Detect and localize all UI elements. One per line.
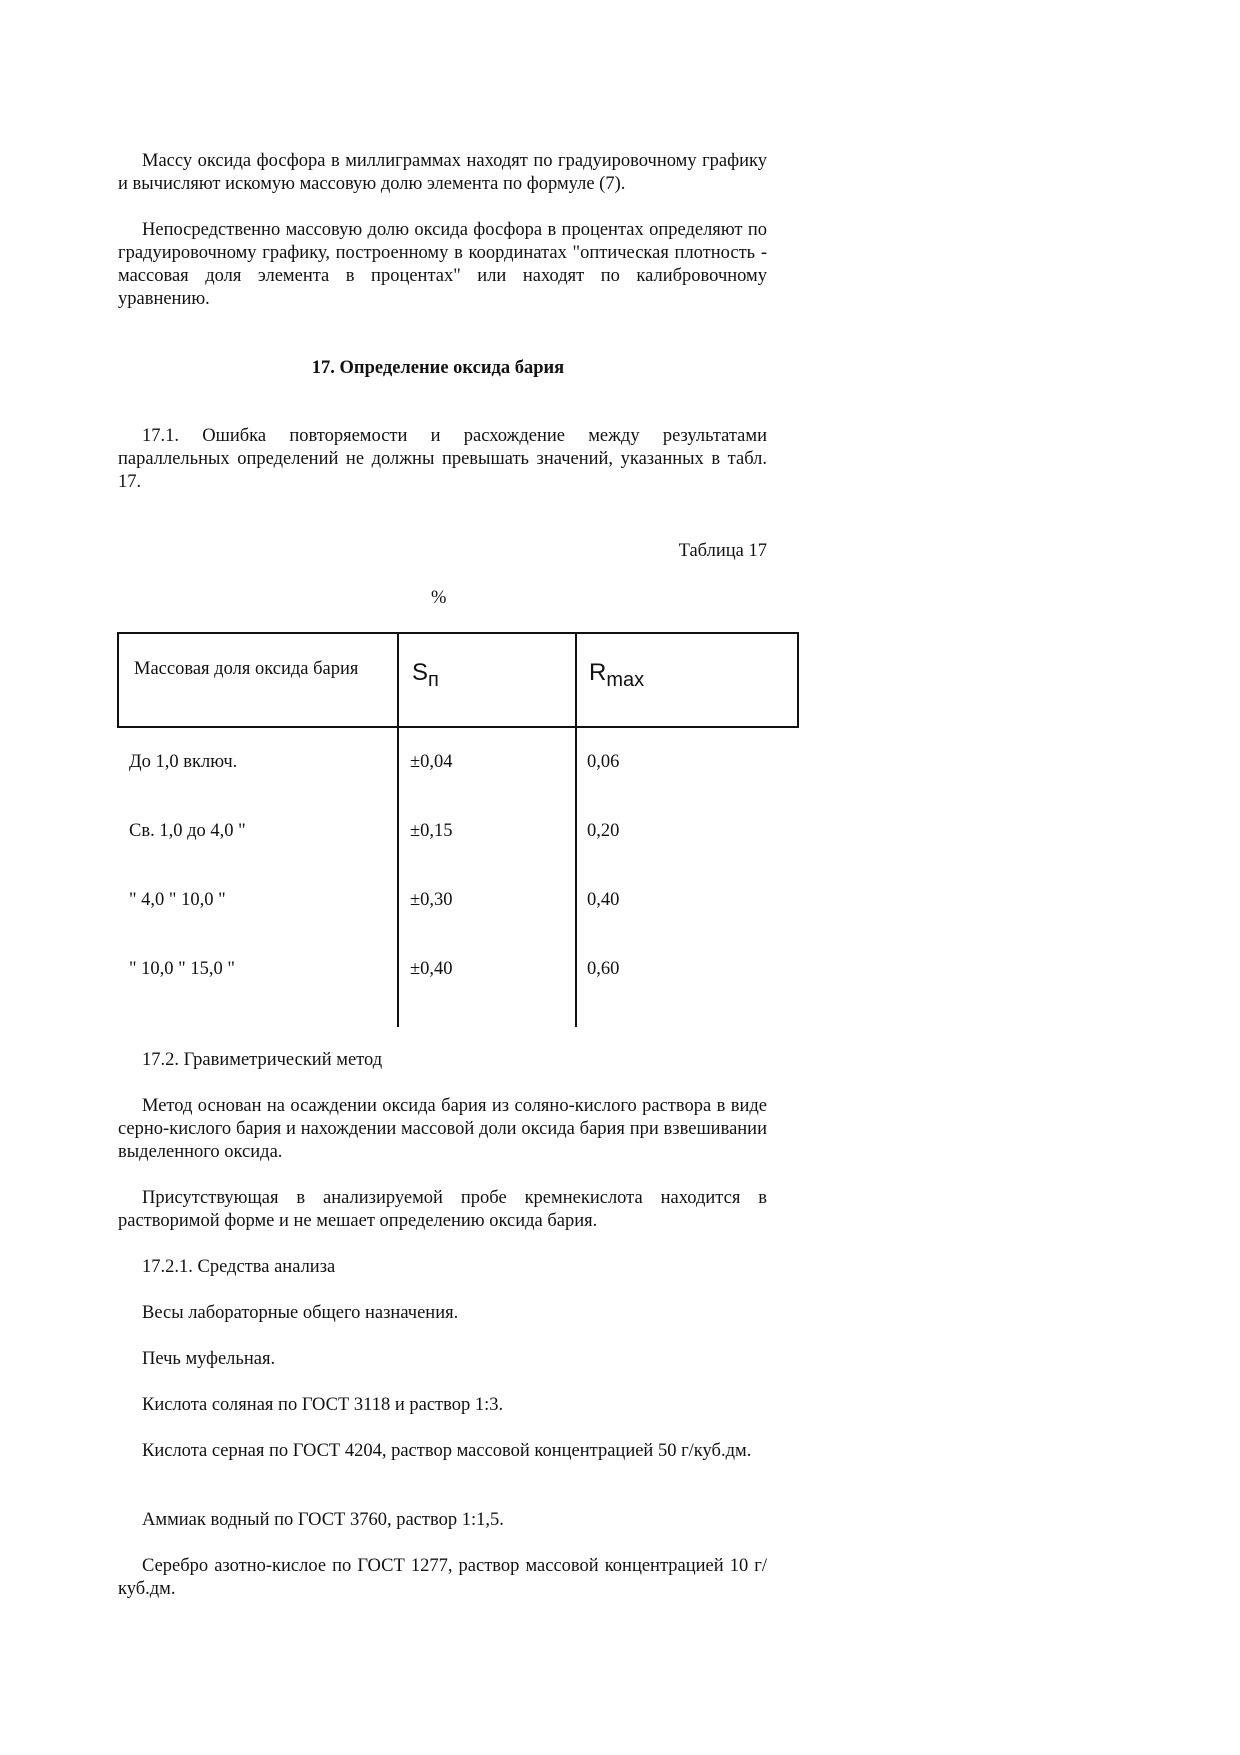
paragraph-repeatability: 17.1. Ошибка повторяемости и расхождение между результатами параллельных определений не должны превышать значений, указанных в табл. 17.: [118, 426, 767, 492]
table-cell: ±0,15: [410, 821, 453, 841]
table-cell: Св. 1,0 до 4,0 ": [129, 821, 246, 841]
header-sp-main: S: [412, 659, 429, 686]
table-cell: " 4,0 " 10,0 ": [129, 890, 226, 910]
subsection-means: 17.2.1. Средства анализа: [142, 1257, 336, 1277]
list-item-silver-nitrate: Серебро азотно-кислое по ГОСТ 1277, раствор массовой концентрацией 10 г/куб.дм.: [118, 1556, 767, 1599]
section-heading: 17. Определение оксида бария: [311, 358, 565, 378]
header-sp-sub: п: [428, 669, 439, 691]
header-rmax-main: R: [589, 659, 607, 686]
table-cell: " 10,0 " 15,0 ": [129, 959, 235, 979]
table-cell: 0,06: [587, 752, 620, 772]
table-cell: ±0,30: [410, 890, 453, 910]
header-mass-fraction: Массовая доля оксида бария: [134, 659, 359, 679]
barium-oxide-table: [117, 632, 797, 1027]
header-rmax-sub: max: [606, 669, 645, 691]
table-column-divider: [575, 632, 577, 1027]
table-cell: ±0,04: [410, 752, 453, 772]
table-cell: ±0,40: [410, 959, 453, 979]
table-cell: 0,20: [587, 821, 620, 841]
list-item-ammonia: Аммиак водный по ГОСТ 3760, раствор 1:1,5.: [142, 1510, 504, 1530]
paragraph-phosphorus-direct: Непосредственно массовую долю оксида фосфора в процентах определяют по градуировочному графику, построенному в координатах "оптическая плотность - массовая доля элемента в процентах" или находят по калибровочному уравнению.: [118, 220, 767, 309]
list-item-scales: Весы лабораторные общего назначения.: [142, 1303, 459, 1323]
table-unit: %: [431, 588, 447, 608]
table-cell: До 1,0 включ.: [129, 752, 238, 772]
header-rmax: [589, 659, 644, 694]
list-item-sulfuric-acid: Кислота серная по ГОСТ 4204, раствор массовой концентрацией 50 г/куб.дм.: [142, 1441, 752, 1461]
paragraph-method: Метод основан на осаждении оксида бария из соляно-кислого раствора в виде серно-кислого бария и нахождении массовой доли оксида бария при взвешивании выделенного оксида.: [118, 1096, 767, 1162]
paragraph-phosphorus-mass: Массу оксида фосфора в миллиграммах находят по градуировочному графику и вычисляют искомую массовую долю элемента по формуле (7).: [118, 151, 767, 194]
table-cell: 0,60: [587, 959, 620, 979]
list-item-furnace: Печь муфельная.: [142, 1349, 276, 1369]
table-cell: 0,40: [587, 890, 620, 910]
paragraph-silicic-acid: Присутствующая в анализируемой пробе кремнекислота находится в растворимой форме и не мешает определению оксида бария.: [118, 1188, 767, 1231]
header-sp: [412, 659, 439, 694]
list-item-hydrochloric-acid: Кислота соляная по ГОСТ 3118 и раствор 1:3.: [142, 1395, 504, 1415]
table-caption: Таблица 17: [678, 541, 767, 561]
subsection-gravimetric: 17.2. Гравиметрический метод: [142, 1050, 383, 1070]
table-column-divider: [397, 632, 399, 1027]
